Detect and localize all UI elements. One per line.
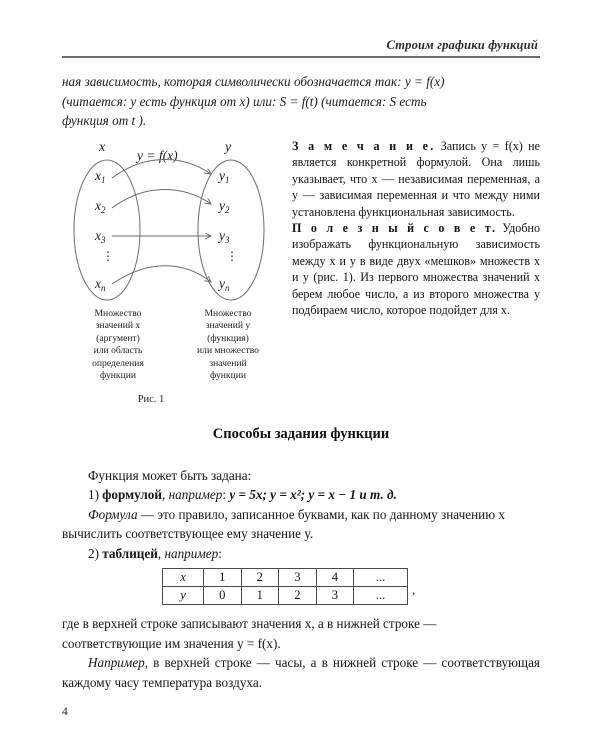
caption-line: значений y (205, 320, 251, 332)
figure-caption-left (70, 308, 166, 382)
line-formula-definition (62, 505, 540, 544)
intro-line: функция от t ). (62, 113, 147, 128)
cell-x-ellipsis: ... (354, 569, 408, 587)
cell-x-1: 1 (204, 569, 242, 587)
left-element: $x_1$ (95, 168, 106, 185)
tip-label: П о л е з н ы й с о в е т. (292, 221, 498, 236)
cell-x-2: 2 (241, 569, 279, 587)
intro-line: ная зависимость, которая символически обозначается так: y = f(x) (62, 74, 445, 89)
caption-line: (функция) (207, 332, 249, 344)
cell-x-3: 3 (279, 569, 317, 587)
right-element: $y_1$ (219, 168, 230, 185)
values-table-wrapper (162, 568, 422, 605)
caption-line: значений (209, 357, 247, 369)
diagram-label-y: y (225, 140, 232, 155)
running-header (62, 38, 540, 58)
body-block-formulas (62, 466, 540, 544)
cell-y-ellipsis: ... (354, 587, 408, 605)
caption-line: Множество (94, 308, 142, 319)
right-element: $y_3$ (219, 228, 230, 245)
formula-def-word: Формула (88, 506, 138, 522)
cell-x-4: 4 (316, 569, 354, 587)
figure-block (62, 138, 284, 405)
row-label-x: x (163, 569, 204, 587)
body-block-table-intro (62, 544, 540, 563)
item2-example-label: например (164, 546, 219, 561)
left-element: $x_n$ (95, 276, 106, 293)
cell-y-1: 0 (204, 587, 242, 605)
left-element: $x_3$ (95, 228, 106, 245)
function-mapping-diagram (67, 138, 279, 306)
left-set-ellipse (74, 160, 140, 300)
caption-line: Множество (204, 308, 252, 319)
line-after-table (62, 614, 540, 634)
table-trailing-comma: , (412, 582, 416, 597)
item1-example-label: например (168, 487, 223, 503)
remark-text: Запись y = f(x) не является конкретной формулой. Она лишь указывает, что x — независимая переменная, а y — зависимая переменная и что между ними установлена функциональная зависимость. (292, 139, 540, 219)
cell-y-4: 3 (316, 587, 354, 605)
after-table-line: соответствующие им значения y = f(x). (62, 635, 281, 651)
line-item-1: 1) формулой, например: y = 5x; y = x²; y = x − 1 и т. д. (88, 487, 397, 503)
line-example (62, 653, 540, 692)
left-ellipsis: ⋮ (102, 249, 114, 263)
line-item-2: 2) таблицей, например: (88, 546, 222, 561)
item1-bold-word: формулой (102, 487, 162, 503)
example-rest: , в верхней строке — часы, а в нижней строке — соответствующая каждому часу температура воздуха. (62, 655, 540, 690)
caption-line: функции (100, 370, 136, 382)
right-element: $y_n$ (219, 276, 230, 293)
figure-and-notes (62, 138, 540, 408)
example-word: Например (88, 655, 145, 671)
notes-column (292, 138, 540, 318)
values-table (162, 568, 408, 605)
caption-line: функции (210, 370, 246, 382)
right-ellipsis: ⋮ (226, 249, 238, 263)
item2-colon: : (218, 546, 222, 561)
section-heading: Способы задания функции (212, 426, 390, 442)
caption-line: или область (93, 345, 143, 357)
tip-text: Удобно изображать функциональную зависимость между x и y в виде двух «мешков» множеств x и y (рис. 1). Из первого множества значений x берем любое число, а из второго множества y подбираем число, которое подойдет для x. (292, 221, 540, 318)
remark-label: З а м е ч а н и е. (292, 139, 436, 153)
caption-line: определения (92, 357, 144, 369)
after-table-line: где в верхней строке записывают значения x, а в нижней строке — (62, 616, 437, 631)
item2-number: 2) (88, 546, 99, 561)
caption-line: или множество (197, 345, 259, 357)
table-row (163, 569, 408, 587)
table-row (163, 587, 408, 605)
item1-number: 1) (88, 487, 99, 503)
mapping-arrow-2 (112, 190, 211, 209)
line-after-table (62, 634, 540, 654)
cell-y-3: 2 (279, 587, 317, 605)
figure-captions (62, 308, 284, 382)
cell-y-2: 1 (241, 587, 279, 605)
intro-paragraph (62, 72, 540, 131)
caption-line: значений x (95, 320, 141, 332)
tip-paragraph (292, 220, 540, 318)
figure-caption-right (180, 308, 276, 382)
figure-number: Рис. 1 (137, 394, 165, 406)
caption-line: (аргумент) (96, 332, 140, 344)
right-element: $y_2$ (219, 198, 230, 215)
diagram-mapping-label: y = f(x) (137, 148, 178, 163)
left-element: $x_2$ (95, 198, 106, 215)
item1-formulas: y = 5x; y = x²; y = x − 1 и т. д. (229, 487, 397, 503)
row-label-y: y (163, 587, 204, 605)
mapping-arrow-n (112, 266, 211, 284)
intro-line: (читается: y есть функция от x) или: S = f(t) (читается: S есть (62, 93, 427, 109)
running-header-title: Строим графики функций (386, 38, 538, 52)
formula-def-rest: — это правило, записанное буквами, как по данному значению x вычислить соответствующее ему значение y. (62, 506, 505, 542)
item2-bold-word: таблицей (102, 546, 158, 561)
remark-paragraph (292, 138, 540, 220)
page-number: 4 (62, 706, 68, 718)
intro-sentence: Функция может быть задана: (88, 468, 252, 483)
right-set-ellipse (198, 160, 264, 300)
diagram-label-x: x (99, 140, 106, 155)
body-block-after-table (62, 614, 540, 692)
line-function-can-be-given (62, 466, 540, 485)
header-rule (62, 56, 540, 58)
